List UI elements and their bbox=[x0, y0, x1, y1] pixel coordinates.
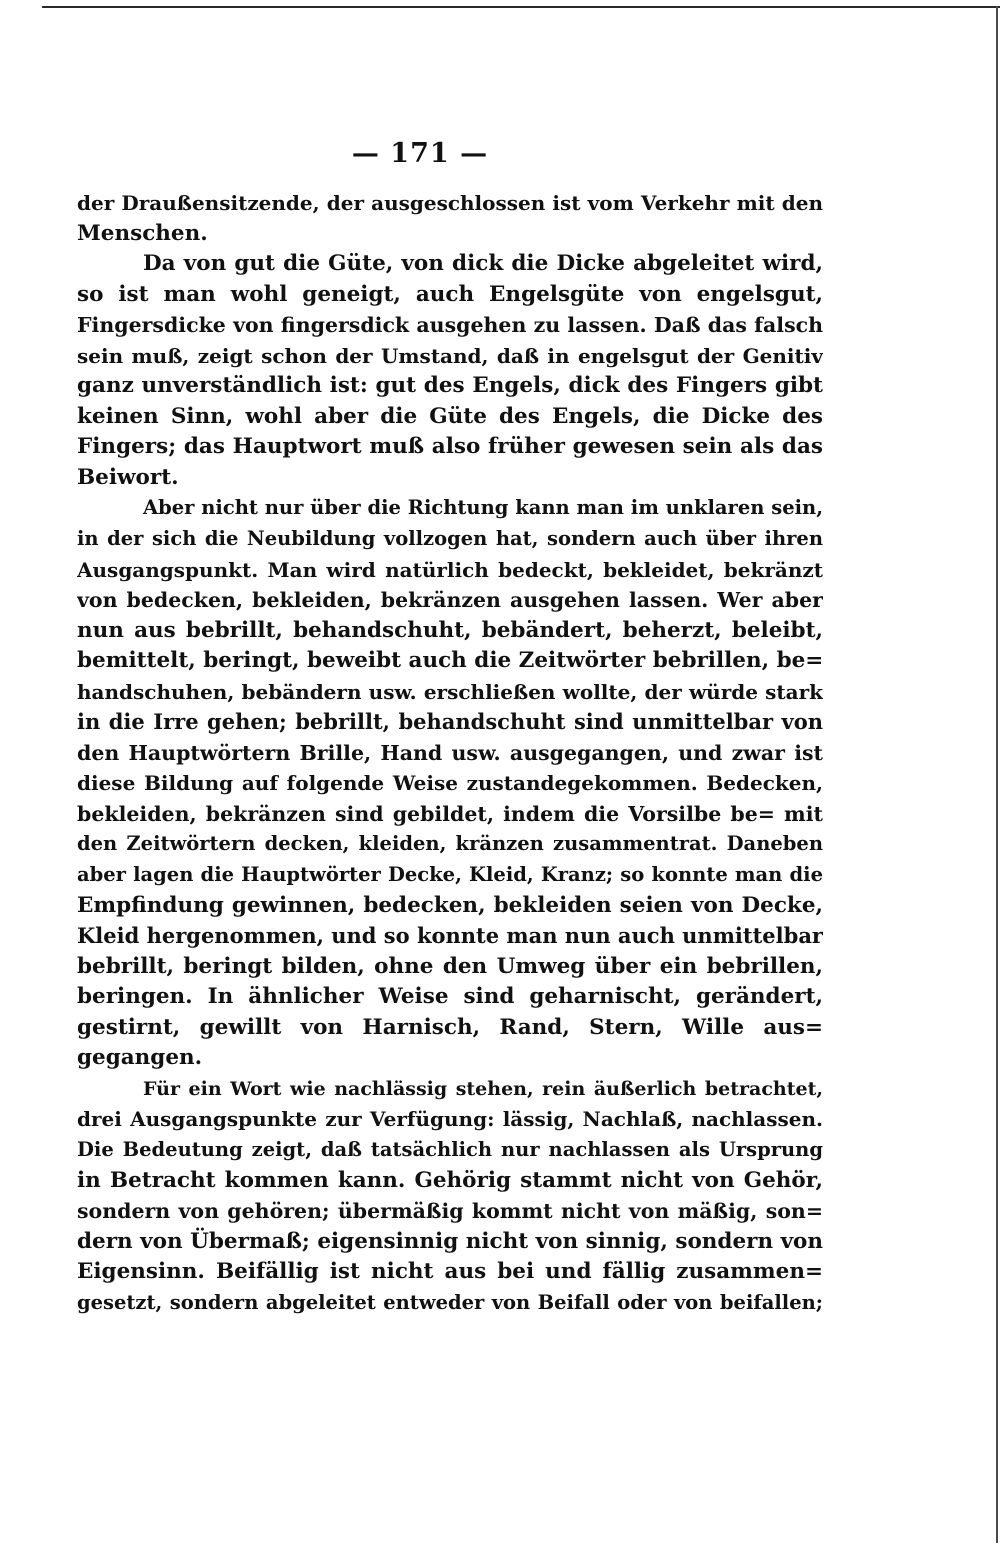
text-line: gesetzt, sondern abgeleitet entweder von Beifall oder von beifallen; bbox=[77, 1290, 823, 1314]
text-line: Ausgangspunkt. Man wird natürlich bedeckt, bekleidet, bekränzt bbox=[77, 557, 823, 582]
text-line: Für ein Wort wie nachlässig stehen, rein äußerlich betrachtet, bbox=[143, 1077, 823, 1100]
text-line: aber lagen die Hauptwörter Decke, Kleid, Kranz; so konnte man die bbox=[77, 863, 823, 887]
text-line: gegangen. bbox=[77, 1045, 203, 1071]
text-line: sein muß, zeigt schon der Umstand, daß in engelsgut der Genitiv bbox=[77, 343, 823, 368]
page-number: — 171 — bbox=[351, 138, 489, 169]
text-line: dern von Übermaß; eigensinnig nicht von sinnig, sondern von bbox=[77, 1228, 823, 1254]
text-line: Die Bedeutung zeigt, daß tatsächlich nur nachlassen als Ursprung bbox=[77, 1137, 823, 1161]
text-line: drei Ausgangspunkte zur Verfügung: lässig, Nachlaß, nachlassen. bbox=[77, 1107, 823, 1132]
scan-edge-right bbox=[996, 6, 998, 1543]
text-line: Fingersdicke von fingersdick ausgehen zu lassen. Daß das falsch bbox=[77, 313, 823, 338]
text-line: bemittelt, beringt, beweibt auch die Zeitwörter bebrillen, be= bbox=[77, 648, 823, 674]
text-line: Beiwort. bbox=[77, 464, 179, 490]
text-line: handschuhen, bebändern usw. erschließen wollte, der würde stark bbox=[77, 679, 823, 704]
text-line: diese Bildung auf folgende Weise zustandegekommen. Bedecken, bbox=[77, 771, 823, 796]
scan-edge-top bbox=[42, 6, 1000, 8]
text-line: Kleid hergenommen, und so konnte man nun auch unmittelbar bbox=[77, 923, 823, 949]
text-line: beringen. In ähnlicher Weise sind geharnischt, gerändert, bbox=[77, 984, 823, 1010]
text-line: in der sich die Neubildung vollzogen hat, sondern auch über ihren bbox=[77, 527, 823, 551]
text-line: nun aus bebrillt, behandschuht, bebändert, beherzt, beleibt, bbox=[77, 617, 823, 643]
text-line: bebrillt, beringt bilden, ohne den Umweg über ein bebrillen, bbox=[77, 953, 823, 979]
text-line: der Draußensitzende, der ausgeschlossen ist vom Verkehr mit den bbox=[77, 191, 823, 215]
text-line: Fingers; das Hauptwort muß also früher gewesen sein als das bbox=[77, 434, 823, 460]
text-line: Empfindung gewinnen, bedecken, bekleiden seien von Decke, bbox=[77, 892, 823, 918]
text-line: in Betracht kommen kann. Gehörig stammt nicht von Gehör, bbox=[77, 1167, 823, 1193]
text-line: in die Irre gehen; bebrillt, behandschuht sind unmittelbar von bbox=[77, 709, 823, 735]
text-line: keinen Sinn, wohl aber die Güte des Engels, die Dicke des bbox=[77, 403, 823, 429]
text-line: ganz unverständlich ist: gut des Engels, dick des Fingers gibt bbox=[77, 373, 823, 399]
text-line: Eigensinn. Beifällig ist nicht aus bei und fällig zusammen= bbox=[77, 1259, 823, 1285]
text-line: gestirnt, gewillt von Harnisch, Rand, Stern, Wille aus= bbox=[77, 1014, 823, 1040]
body-text bbox=[77, 188, 823, 1318]
text-line: so ist man wohl geneigt, auch Engelsgüte von engelsgut, bbox=[77, 281, 823, 307]
text-line: Da von gut die Güte, von dick die Dicke abgeleitet wird, bbox=[143, 251, 823, 277]
text-line: Menschen. bbox=[77, 220, 208, 246]
text-line: bekleiden, bekränzen sind gebildet, indem die Vorsilbe be= mit bbox=[77, 801, 823, 826]
text-line: sondern von gehören; übermäßig kommt nicht von mäßig, son= bbox=[77, 1199, 823, 1224]
text-line: von bedecken, bekleiden, bekränzen ausgehen lassen. Wer aber bbox=[77, 588, 823, 613]
text-line: den Hauptwörtern Brille, Hand usw. ausgegangen, und zwar ist bbox=[77, 740, 823, 765]
text-line: Aber nicht nur über die Richtung kann man im unklaren sein, bbox=[143, 496, 823, 520]
text-line: den Zeitwörtern decken, kleiden, kränzen zusammentrat. Daneben bbox=[77, 832, 823, 856]
